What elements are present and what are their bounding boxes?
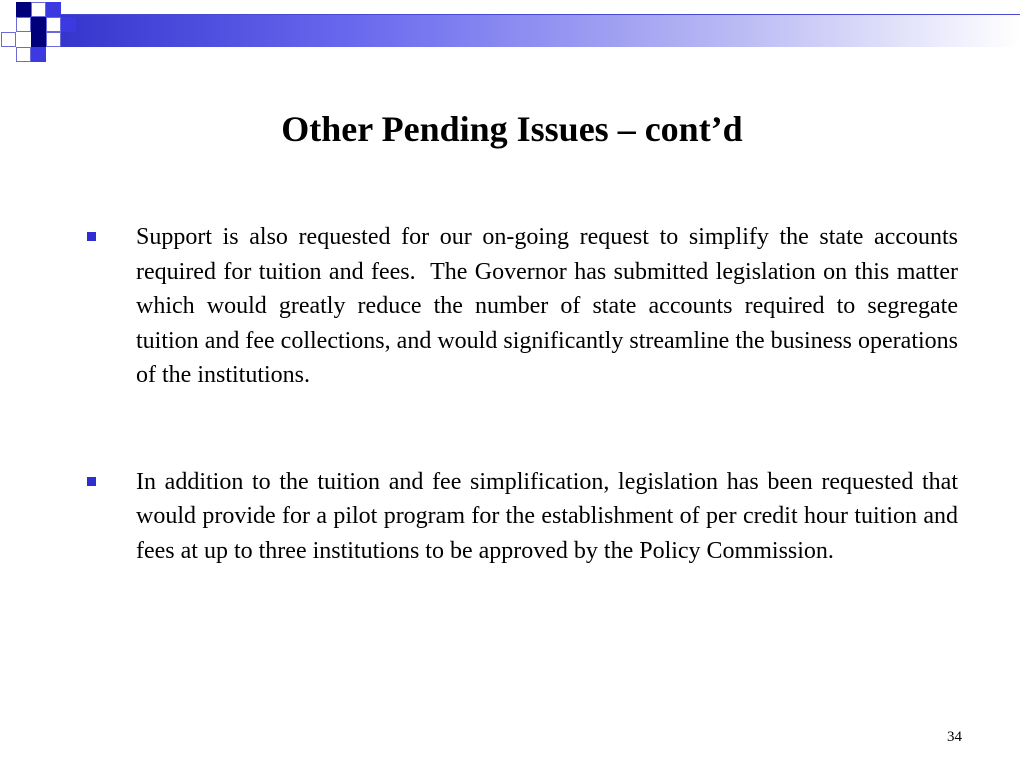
logo-square (1, 32, 16, 47)
logo-square (46, 32, 61, 47)
checkerboard-logo-icon (0, 0, 80, 64)
logo-square (46, 2, 61, 17)
bullet-text: In addition to the tuition and fee simplification, legislation has been requested that would provide for a pilot program for the establishment of per credit hour tuition and fees at up to three institutions to be approved by the Policy Commission. (136, 468, 964, 564)
bullet-item (84, 220, 964, 393)
slide-title: Other Pending Issues – cont’d (281, 109, 743, 149)
logo-square (31, 32, 46, 47)
logo-square (31, 17, 46, 32)
logo-square (61, 17, 76, 32)
square-bullet-icon (87, 232, 96, 241)
square-bullet-icon (87, 477, 96, 486)
bullet-item (84, 465, 964, 569)
logo-square (31, 2, 46, 17)
logo-square (31, 47, 46, 62)
logo-square (16, 17, 31, 32)
page-number: 34 (947, 729, 962, 745)
bullet-list (84, 220, 964, 568)
logo-square (16, 2, 31, 17)
header-gradient-bar (48, 14, 1020, 47)
logo-square (16, 47, 31, 62)
bullet-text: Support is also requested for our on-going request to simplify the state accounts required for tuition and fees. The Governor has submitted legislation on this matter which would greatly reduce the number of state accounts required to segregate tuition and fee collections, and would significantly streamline the business operations of the institutions. (136, 224, 964, 388)
logo-square (46, 17, 61, 32)
